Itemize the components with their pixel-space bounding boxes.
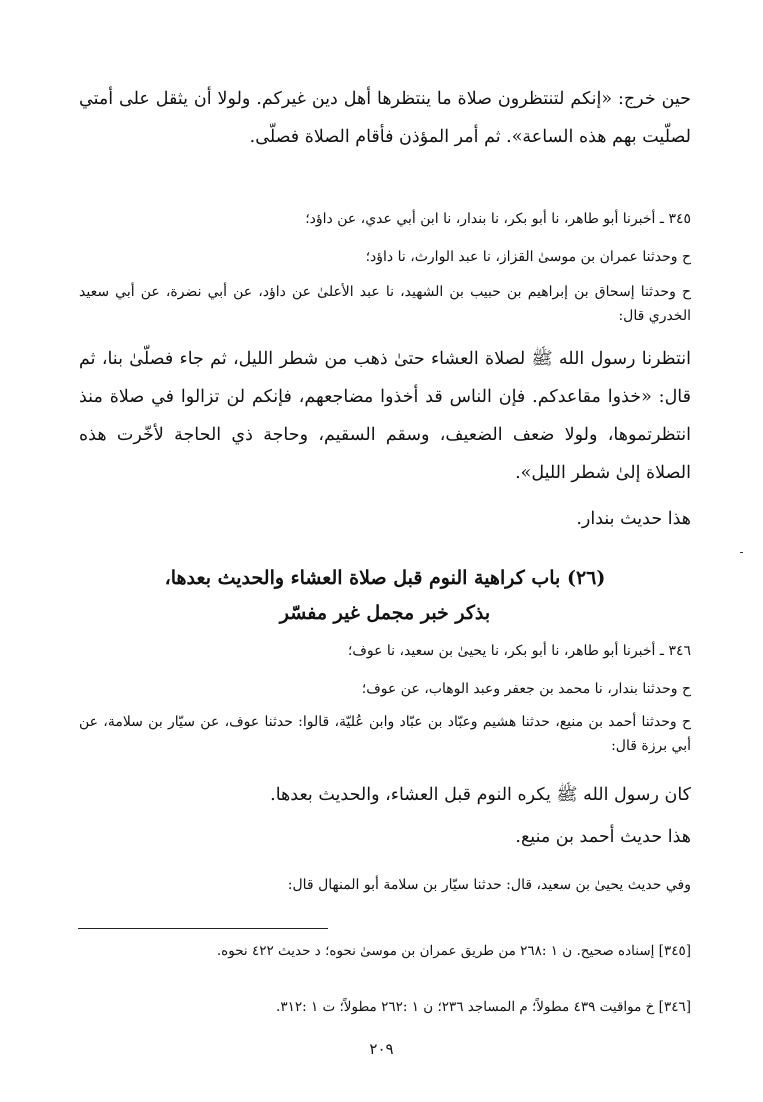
footnote-346: [٣٤٦] خ مواقيت ٤٣٩ مطولاً؛ م المساجد ٢٣٦؛ ن ١ :٢٦٢ مطولاً؛ ت ١ :٣١٢.: [276, 999, 691, 1015]
hadith-346-text: كان رسول الله ﷺ يكره النوم قبل العشاء، والحديث بعدها.: [270, 785, 691, 805]
chapter-heading-line-2: بذكر خبر مجمل غير مفسّر: [279, 602, 491, 624]
isnad-346-line-3: ح وحدثنا أحمد بن منيع، حدثنا هشيم وعبّاد بن عبّاد وابن عُليّة، قالوا: حدثنا عوف، عن سيّار بن سلامة، عن أبي برزة قال:: [79, 714, 691, 754]
isnad-346-line-1: ٣٤٦ ـ أخبرنا أبو طاهر، نا أبو بكر، نا يحيىٰ بن سعيد، نا عوف؛: [347, 643, 691, 659]
scan-edge-mark: [740, 552, 743, 553]
isnad-345-line-3: ح وحدثنا إسحاق بن إبراهيم بن حبيب بن الشهيد، نا عبد الأعلىٰ عن داؤد، عن أبي نضرة، عن أبي سعيد الخدري قال:: [79, 284, 691, 324]
isnad-346-line-2: ح وحدثنا بندار، نا محمد بن جعفر وعبد الوهاب، عن عوف؛: [361, 681, 691, 697]
page-number: ٢٠٩: [369, 1040, 394, 1058]
hadith-345-text: انتظرنا رسول الله ﷺ لصلاة العشاء حتىٰ ذهب من شطر الليل، ثم جاء فصلّىٰ بنا، ثم قال: «خذوا مقاعدكم. فإن الناس قد أخذوا مضاجعهم، فإنكم لن تزالوا في صلاة منذ انتظرتموها، ولولا ضعف الضعيف، وسقم السقيم، وحاجة ذي الحاجة لأخّرت هذه الصلاة إلىٰ شطر الليل».: [79, 349, 691, 483]
chapter-heading-line-1: (٢٦) باب كراهية النوم قبل صلاة العشاء والحديث بعدها،: [164, 567, 606, 589]
footnote-345: [٣٤٥] إسناده صحيح. ن ١ :٢٦٨ من طريق عمران بن موسىٰ نحوه؛ د حديث ٤٢٢ نحوه.: [216, 943, 691, 959]
isnad-345-line-1: ٣٤٥ ـ أخبرنا أبو طاهر، نا أبو بكر، نا بندار، نا ابن أبي عدي، عن داؤد؛: [305, 211, 691, 227]
text-paragraph-continuation: حين خرج: «إنكم لتنتظرون صلاة ما ينتظرها أهل دين غيركم. ولولا أن يثقل على أمتي لصلّيت بهم هذه الساعة». ثم أمر المؤذن فأقام الصلاة فصلّى.: [79, 89, 691, 147]
isnad-345-line-2: ح وحدثنا عمران بن موسىٰ القزاز، نا عبد الوارث، نا داؤد؛: [365, 249, 691, 265]
hadith-346-comment: هذا حديث أحمد بن منيع.: [515, 827, 691, 847]
hadith-346-note: وفي حديث يحيىٰ بن سعيد، قال: حدثنا سيّار بن سلامة أبو المنهال قال:: [287, 877, 691, 893]
footnote-separator: [78, 928, 328, 929]
hadith-345-comment: هذا حديث بندار.: [576, 509, 691, 529]
